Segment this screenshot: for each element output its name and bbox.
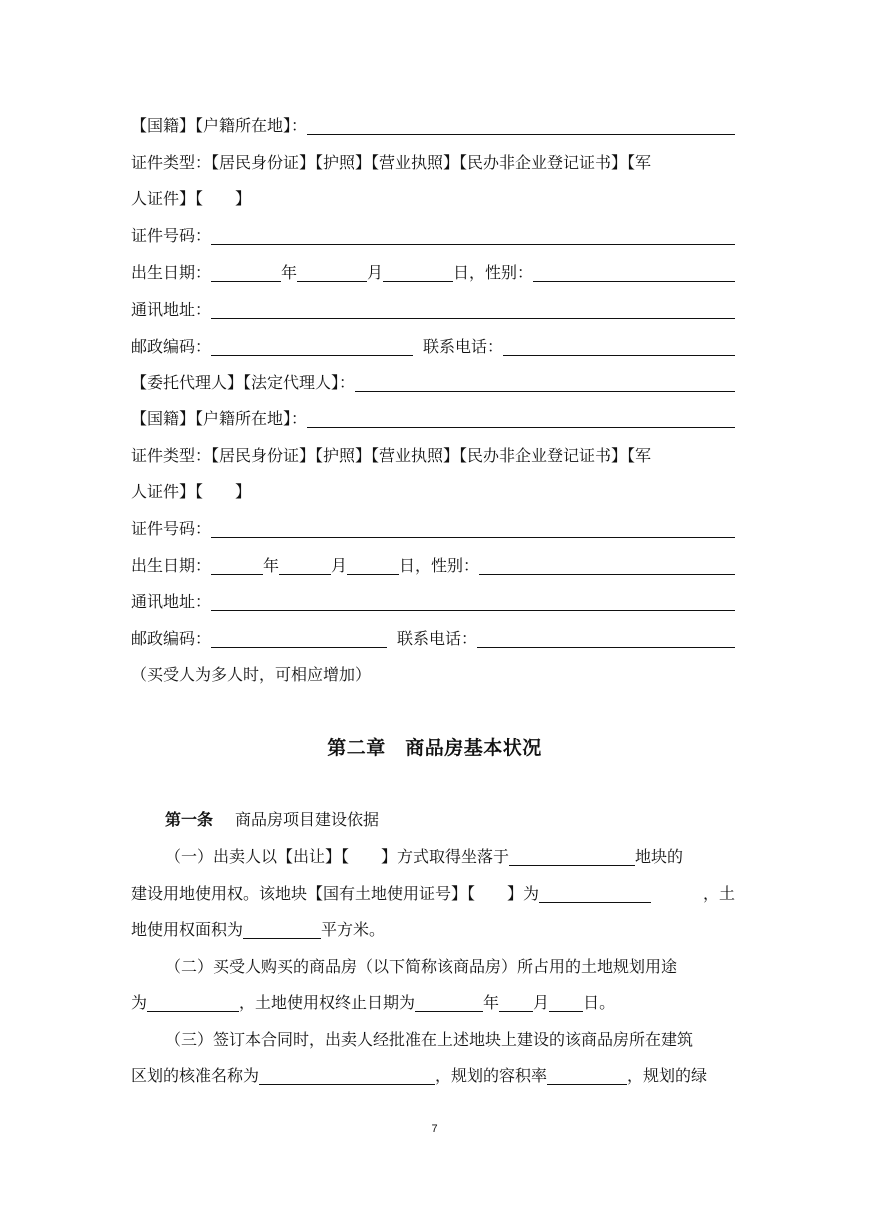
para1-text-d: ，土 <box>702 884 735 903</box>
para2-month: 月 <box>533 993 550 1012</box>
id-type-options-cont: 人证件】【 】 <box>131 189 252 208</box>
agent-id-number-label: 证件号码： <box>131 519 212 538</box>
address-row <box>131 298 735 322</box>
id-type-row-cont <box>131 187 735 211</box>
nationality-row <box>131 114 735 138</box>
agent-id-type-options: 证件类型：【居民身份证】【护照】【营业执照】【民办非企业登记证书】【军 <box>131 446 652 465</box>
para3-line1 <box>165 1028 735 1052</box>
birth-year-blank[interactable] <box>211 265 281 282</box>
article-number: 第一条 <box>165 810 214 829</box>
gender-blank[interactable] <box>533 265 735 282</box>
chapter-title: 第二章 商品房基本状况 <box>327 737 542 759</box>
id-type-row <box>131 151 735 175</box>
end-month-blank[interactable] <box>499 995 533 1012</box>
plot-ratio-blank[interactable] <box>547 1068 627 1085</box>
agent-id-number-blank[interactable] <box>211 521 735 538</box>
postcode-blank[interactable] <box>211 339 413 356</box>
phone-blank[interactable] <box>503 339 735 356</box>
para1-text-b: 地块的 <box>635 847 684 866</box>
year-label: 年 <box>281 263 298 282</box>
agent-id-number-row <box>131 517 735 541</box>
nationality-label: 【国籍】【户籍所在地】： <box>131 116 308 135</box>
postcode-label: 邮政编码： <box>131 337 212 356</box>
id-number-label: 证件号码： <box>131 226 212 245</box>
day-gender-label: 日，性别： <box>453 263 534 282</box>
id-number-row <box>131 224 735 248</box>
land-location-blank[interactable] <box>509 849 635 866</box>
para2-line1 <box>165 955 735 979</box>
para3-text-a: （三）签订本合同时，出卖人经批准在上述地块上建设的该商品房所在建筑 <box>165 1030 694 1049</box>
agent-address-row <box>131 590 735 614</box>
article-heading: 商品房项目建设依据 <box>235 810 380 829</box>
nationality-blank[interactable] <box>307 118 735 135</box>
agent-nationality-row <box>131 407 735 431</box>
agent-phone-label: 联系电话： <box>397 629 478 648</box>
para3-text-c: ，规划的容积率 <box>435 1066 548 1085</box>
article-heading-row <box>165 808 735 832</box>
multiple-buyers-note <box>131 663 735 687</box>
postcode-phone-row <box>131 335 735 359</box>
note-text: （买受人为多人时，可相应增加） <box>131 665 372 684</box>
para2-line2 <box>131 991 735 1015</box>
phone-label: 联系电话： <box>423 337 504 356</box>
para2-text-b: 为 <box>131 993 148 1012</box>
para2-year: 年 <box>483 993 500 1012</box>
page-number: 7 <box>431 1123 438 1135</box>
para2-text-a: （二）买受人购买的商品房（以下简称该商品房）所占用的土地规划用途 <box>165 957 678 976</box>
para2-text-c: ，土地使用权终止日期为 <box>239 993 416 1012</box>
agent-month-label: 月 <box>331 556 348 575</box>
agent-birth-day-blank[interactable] <box>347 558 399 575</box>
birth-month-blank[interactable] <box>297 265 367 282</box>
birth-label: 出生日期： <box>131 263 212 282</box>
agent-blank[interactable] <box>355 375 735 392</box>
agent-phone-blank[interactable] <box>477 631 735 648</box>
para1-line3 <box>131 918 735 942</box>
agent-id-type-options-cont: 人证件】【 】 <box>131 482 252 501</box>
agent-birth-month-blank[interactable] <box>279 558 331 575</box>
end-year-blank[interactable] <box>415 995 483 1012</box>
agent-postcode-phone-row <box>131 627 735 651</box>
agent-birth-row <box>131 554 735 578</box>
land-use-blank[interactable] <box>147 995 239 1012</box>
agent-row <box>131 371 735 395</box>
agent-address-blank[interactable] <box>211 594 735 611</box>
agent-postcode-label: 邮政编码： <box>131 629 212 648</box>
para1-text-e: 地使用权面积为 <box>131 920 244 939</box>
agent-label: 【委托代理人】【法定代理人】： <box>131 373 356 392</box>
para1-text-f: 平方米。 <box>321 920 386 939</box>
agent-address-label: 通讯地址： <box>131 592 212 611</box>
zone-name-blank[interactable] <box>259 1068 435 1085</box>
agent-nationality-blank[interactable] <box>307 411 735 428</box>
agent-year-label: 年 <box>263 556 280 575</box>
agent-gender-blank[interactable] <box>479 558 735 575</box>
id-number-blank[interactable] <box>211 228 735 245</box>
agent-nationality-label: 【国籍】【户籍所在地】： <box>131 409 308 428</box>
agent-day-gender-label: 日，性别： <box>399 556 480 575</box>
land-area-blank[interactable] <box>243 922 321 939</box>
para3-text-b: 区划的核准名称为 <box>131 1066 260 1085</box>
agent-id-type-row <box>131 444 735 468</box>
agent-id-type-row-cont <box>131 480 735 504</box>
agent-postcode-blank[interactable] <box>211 631 387 648</box>
id-type-options: 证件类型：【居民身份证】【护照】【营业执照】【民办非企业登记证书】【军 <box>131 153 652 172</box>
para3-line2 <box>131 1064 735 1088</box>
address-label: 通讯地址： <box>131 300 212 319</box>
para2-day: 日。 <box>583 993 616 1012</box>
para3-text-d: ，规划的绿 <box>627 1066 708 1085</box>
address-blank[interactable] <box>211 302 735 319</box>
birth-day-blank[interactable] <box>383 265 453 282</box>
birth-row <box>131 261 735 285</box>
agent-birth-year-blank[interactable] <box>211 558 263 575</box>
para1-line2 <box>131 882 735 906</box>
end-day-blank[interactable] <box>549 995 583 1012</box>
para1-line1 <box>165 845 735 869</box>
para1-text-a: （一）出卖人以【出让】【 】方式取得坐落于 <box>165 847 510 866</box>
para1-text-c: 建设用地使用权。该地块【国有土地使用证号】【 】为 <box>131 884 540 903</box>
month-label: 月 <box>367 263 384 282</box>
land-cert-blank[interactable] <box>539 886 651 903</box>
agent-birth-label: 出生日期： <box>131 556 212 575</box>
